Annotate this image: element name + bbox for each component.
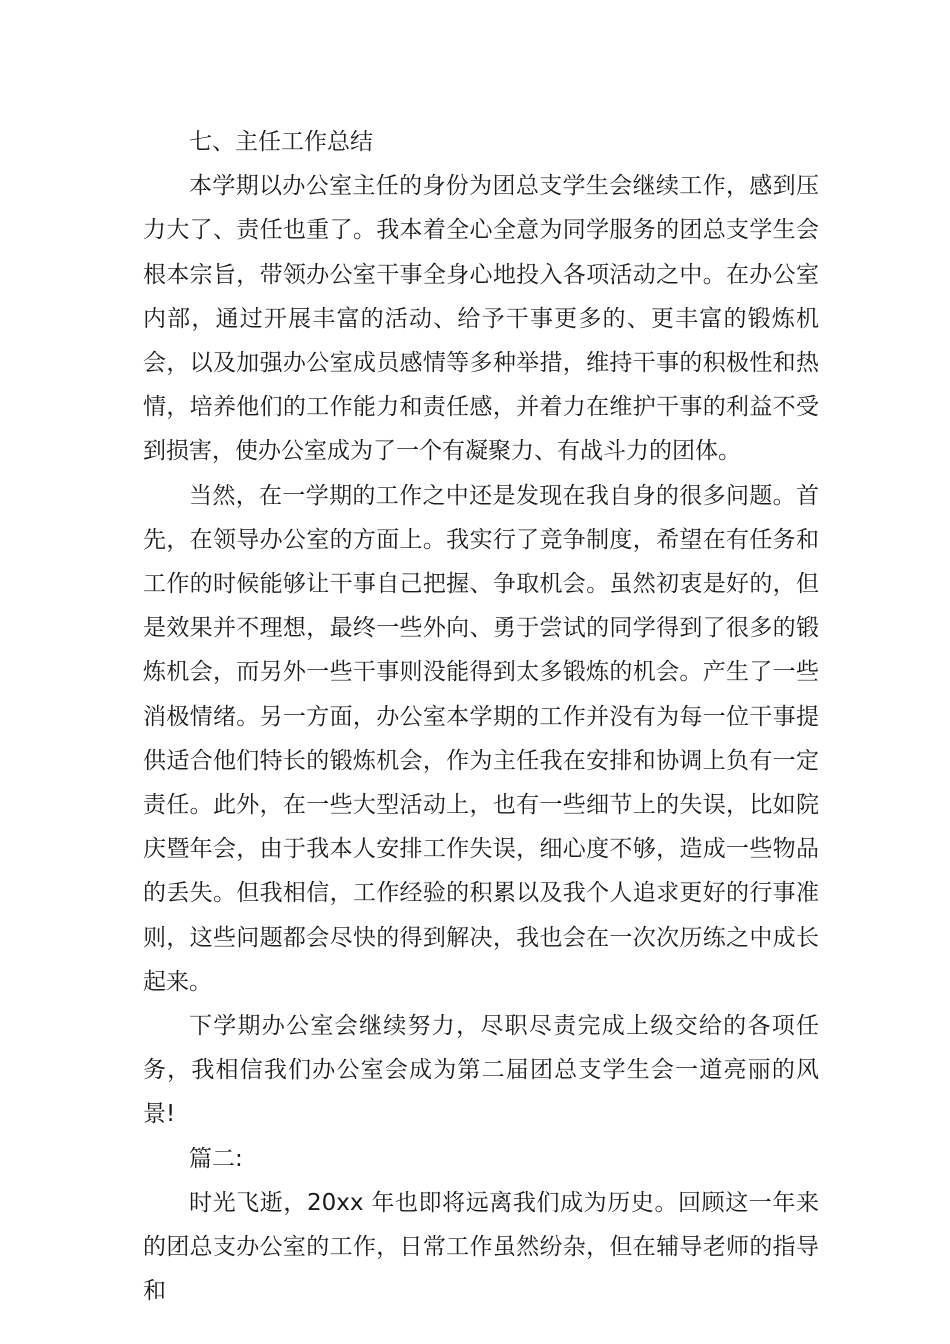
part-heading: 篇二: [189, 1145, 243, 1172]
document-body [143, 120, 819, 1313]
paragraph-problems: 当然，在一学期的工作之中还是发现在我自身的很多问题。首先，在领导办公室的方面上。我实行了竞争制度，希望在有任务和工作的时候能够让干事自己把握、争取机会。虽然初衷是好的，但是效果并不理想，最终一些外向、勇于尝试的同学得到了很多的锻炼机会，而另外一些干事则没能得到太多锻炼的机会。产生了一些消极情绪。另一方面，办公室本学期的工作并没有为每一位干事提供适合他们特长的锻炼机会，作为主任我在安排和协调上负有一定责任。此外，在一些大型活动上，也有一些细节上的失误，比如院庆暨年会，由于我本人安排工作失误，细心度不够，造成一些物品的丢失。但我相信，工作经验的积累以及我个人追求更好的行事准则，这些问题都会尽快的得到解决，我也会在一次次历练之中成长起来。 [143, 482, 819, 995]
paragraph-director-summary: 本学期以办公室主任的身份为团总支学生会继续工作，感到压力大了、责任也重了。我本着全心全意为同学服务的团总支学生会根本宗旨，带领办公室干事全身心地投入各项活动之中。在办公室内部，通过开展丰富的活动、给予干事更多的、更丰富的锻炼机会，以及加强办公室成员感情等多种举措，维持干事的积极性和热情，培养他们的工作能力和责任感，并着力在维护干事的利益不受到损害，使办公室成为了一个有凝聚力、有战斗力的团体。 [143, 173, 819, 465]
section-heading: 七、主任工作总结 [189, 129, 373, 155]
paragraph-next-term: 下学期办公室会继续努力，尽职尽责完成上级交给的各项任务，我相信我们办公室会成为第二届团总支学生会一道亮丽的风景! [143, 1013, 819, 1128]
paragraph-part-two: 时光飞逝，20xx 年也即将远离我们成为历史。回顾这一年来的团总支办公室的工作，日常工作虽然纷杂，但在辅导老师的指导和 [143, 1189, 819, 1305]
